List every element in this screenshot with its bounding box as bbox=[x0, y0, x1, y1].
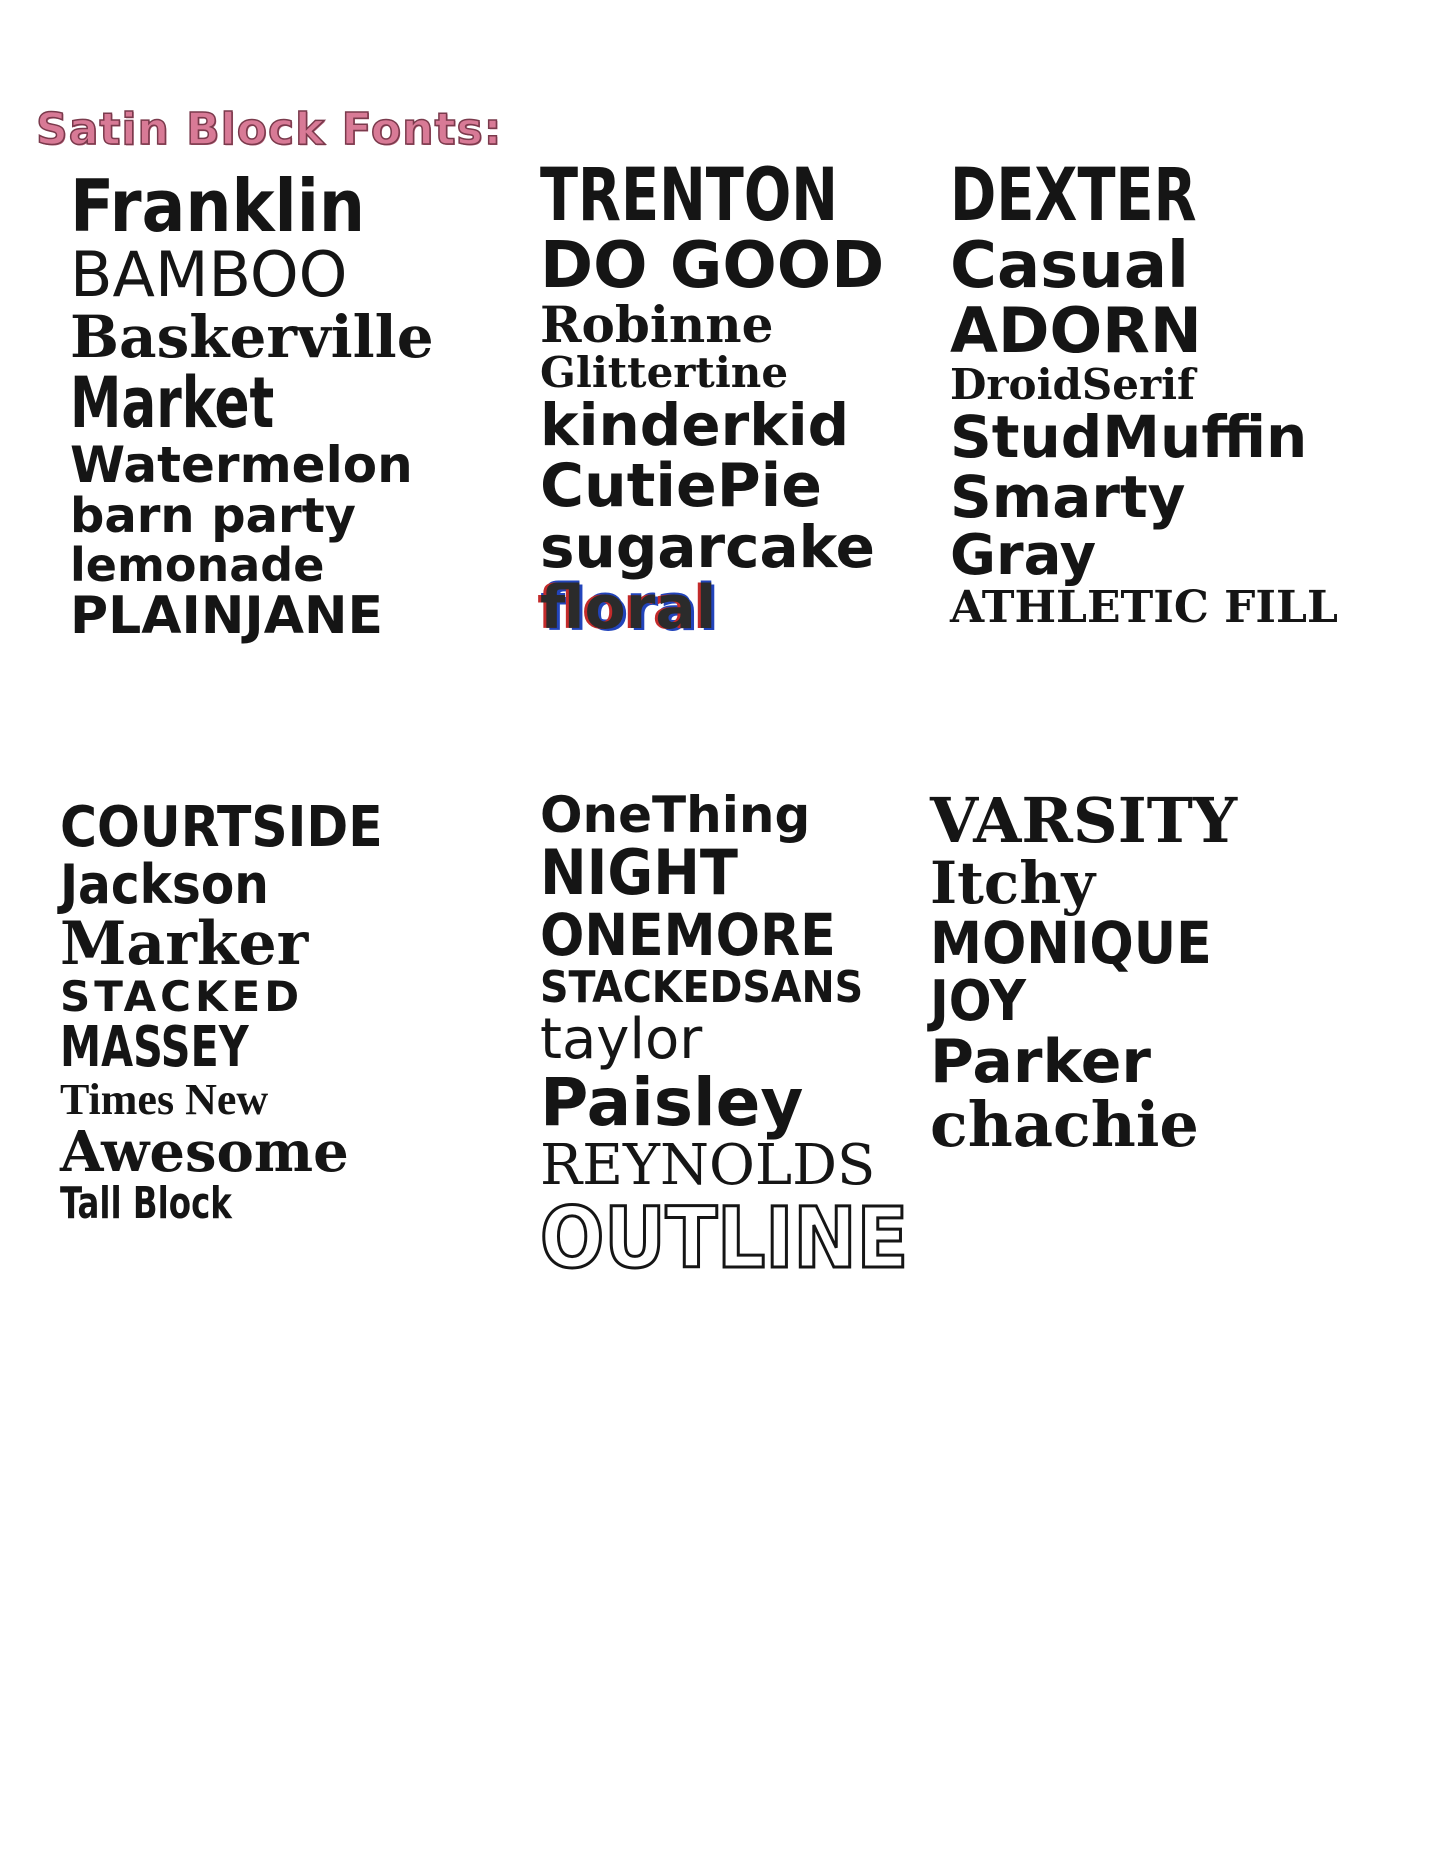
font-sample-dexter: DEXTER bbox=[950, 151, 1197, 238]
font-sample-tall-block: Tall Block bbox=[60, 1178, 232, 1229]
font-sample-market: Market bbox=[70, 362, 275, 444]
font-sample-athletic-fill: ATHLETIC FILL bbox=[950, 582, 1338, 633]
font-sample-times-new: Times New bbox=[60, 1075, 269, 1124]
font-sample-taylor: taylor bbox=[540, 1007, 703, 1072]
font-sample-do-good: DO GOOD bbox=[540, 229, 885, 303]
font-sample-onemore: ONEMORE bbox=[540, 901, 836, 969]
font-sample-stackedsans: STACKEDSANS bbox=[540, 962, 864, 1013]
font-column-center-bottom bbox=[540, 786, 970, 1287]
font-sample-franklin: Franklin bbox=[70, 164, 365, 248]
font-sample-paisley: Paisley bbox=[540, 1064, 804, 1141]
font-sample-trenton: TRENTON bbox=[540, 151, 838, 238]
font-sample-casual: Casual bbox=[950, 229, 1189, 303]
font-sample-varsity: VARSITY bbox=[930, 784, 1238, 857]
font-sample-glittertine: Glittertine bbox=[540, 348, 789, 397]
font-sample-cutiepie: CutiePie bbox=[540, 451, 822, 521]
page-title: Satin Block Fonts: bbox=[36, 104, 503, 155]
font-sample-bamboo: BAMBOO bbox=[70, 238, 348, 311]
font-sample-parker: Parker bbox=[930, 1027, 1152, 1097]
font-column-left-top bbox=[70, 164, 500, 646]
font-sample-studmuffin: StudMuffin bbox=[950, 403, 1308, 471]
font-sample-robinne: Robinne bbox=[540, 295, 774, 354]
font-sample-marker: Marker bbox=[60, 909, 309, 979]
font-column-center-top bbox=[540, 151, 940, 643]
font-sample-baskerville: Baskerville bbox=[70, 303, 434, 371]
font-sample-joy: JOY bbox=[930, 969, 1027, 1034]
font-sample-reynolds: REYNOLDS bbox=[540, 1133, 876, 1198]
font-sample-awesome: Awesome bbox=[60, 1119, 349, 1185]
font-column-right-bottom bbox=[930, 784, 1410, 1161]
font-sample-itchy: Itchy bbox=[930, 849, 1096, 917]
font-sample-jackson: Jackson bbox=[60, 853, 269, 916]
font-sample-adorn: ADORN bbox=[950, 294, 1202, 367]
font-sample-sugarcake: sugarcake bbox=[540, 513, 875, 581]
font-sample-night: NIGHT bbox=[540, 836, 738, 909]
font-sample-courtside: COURTSIDE bbox=[60, 795, 383, 860]
font-sample-onething: OneThing bbox=[540, 786, 811, 844]
font-sample-smarty: Smarty bbox=[950, 463, 1186, 531]
font-sample-stacked: STACKED bbox=[60, 972, 304, 1021]
font-sample-kinderkid: kinderkid bbox=[540, 391, 850, 459]
font-sample-lemonade: lemonade bbox=[70, 538, 325, 592]
font-sample-massey: MASSEY bbox=[60, 1015, 249, 1080]
font-sample-floral: floral bbox=[540, 573, 717, 643]
font-sample-monique: MONIQUE bbox=[930, 909, 1212, 977]
font-sample-barn-party: barn party bbox=[70, 488, 356, 544]
font-sample-watermelon: Watermelon bbox=[70, 436, 413, 494]
font-sample-gray: Gray bbox=[950, 523, 1097, 588]
font-column-left-bottom bbox=[60, 795, 480, 1229]
font-sample-droidserif: DroidSerif bbox=[950, 360, 1196, 409]
font-sample-chachie: chachie bbox=[930, 1088, 1199, 1161]
font-sample-outline: OUTLINE bbox=[540, 1189, 909, 1287]
font-sample-plainjane: PLAINJANE bbox=[70, 586, 383, 646]
font-column-right-top bbox=[950, 151, 1400, 633]
